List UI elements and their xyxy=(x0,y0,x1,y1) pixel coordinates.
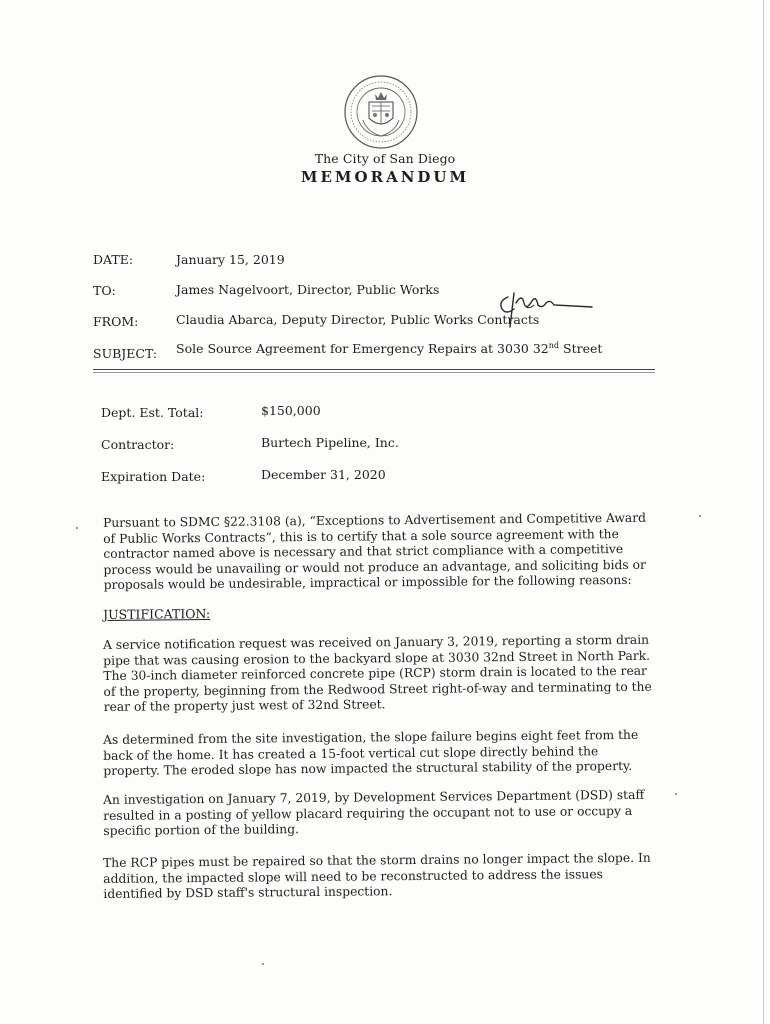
justification-heading: JUSTIFICATION: xyxy=(103,605,211,622)
subject-text: Sole Source Agreement for Emergency Repairs at 3030 32 xyxy=(176,341,549,357)
scan-speck xyxy=(76,527,78,529)
from-value: Claudia Abarca, Deputy Director, Public Works Contracts xyxy=(176,312,540,327)
divider-line xyxy=(93,369,655,370)
subject-text-end: Street xyxy=(559,341,603,357)
justification-paragraph-2: As determined from the site investigation, the slope failure begins eight feet from the back of the home. It has created a 15-foot vertical cut slope directly behind the property. The eroded slope has now impacted the structural stability of the property. xyxy=(103,727,639,778)
signature-icon xyxy=(496,287,596,335)
subject-label: SUBJECT: xyxy=(93,346,158,361)
memo-title: MEMORANDUM xyxy=(300,168,470,186)
scan-speck xyxy=(675,793,677,795)
dept-total-label: Dept. Est. Total: xyxy=(101,405,204,420)
justification-paragraph-4: The RCP pipes must be repaired so that the storm drains no longer impact the slope. In addition, the impacted slope will need to be reconstructed to address the issues identified by DSD staff's structural inspection. xyxy=(103,850,651,901)
city-name: The City of San Diego xyxy=(314,151,456,166)
to-label: TO: xyxy=(93,283,116,298)
scan-speck xyxy=(262,963,264,965)
subject-value xyxy=(176,341,602,356)
justification-paragraph-3: An investigation on January 7, 2019, by Development Services Department (DSD) staff resulted in a posting of yellow placard requiring the occupant not to use or occupy a specific portion of the building. xyxy=(103,787,645,838)
date-value: January 15, 2019 xyxy=(176,252,285,267)
justification-paragraph-1: A service notification request was received on January 3, 2019, reporting a storm drain pipe that was causing erosion to the backyard slope at 3030 32nd Street in North Park. The 30-inch diameter reinforced concrete pipe (RCP) storm drain is located to the rear of the property, beginning from the Redwood Street right-of-way and terminating to the rear of the property just west of 32nd Street. xyxy=(103,632,652,714)
expiration-label: Expiration Date: xyxy=(101,469,206,484)
date-label: DATE: xyxy=(93,252,134,267)
from-label: FROM: xyxy=(93,314,139,329)
divider-line-secondary xyxy=(93,372,655,373)
scan-speck xyxy=(699,515,701,517)
to-value: James Nagelvoort, Director, Public Works xyxy=(176,282,440,297)
city-seal-icon xyxy=(341,72,421,152)
contractor-value: Burtech Pipeline, Inc. xyxy=(261,435,399,450)
expiration-value: December 31, 2020 xyxy=(261,467,386,482)
subject-superscript: nd xyxy=(548,341,560,350)
contractor-label: Contractor: xyxy=(101,437,175,452)
intro-paragraph: Pursuant to SDMC §22.3108 (a), “Exceptions to Advertisement and Competitive Award of Public Works Contracts”, this is to certify that a sole source agreement with the contractor named above is necessary and that strict compliance with a competitive process would be unavailing or would not produce an advantage, and soliciting bids or proposals would be undesirable, impractical or impossible for the following reasons: xyxy=(103,510,647,592)
dept-total-value: $150,000 xyxy=(261,403,321,418)
